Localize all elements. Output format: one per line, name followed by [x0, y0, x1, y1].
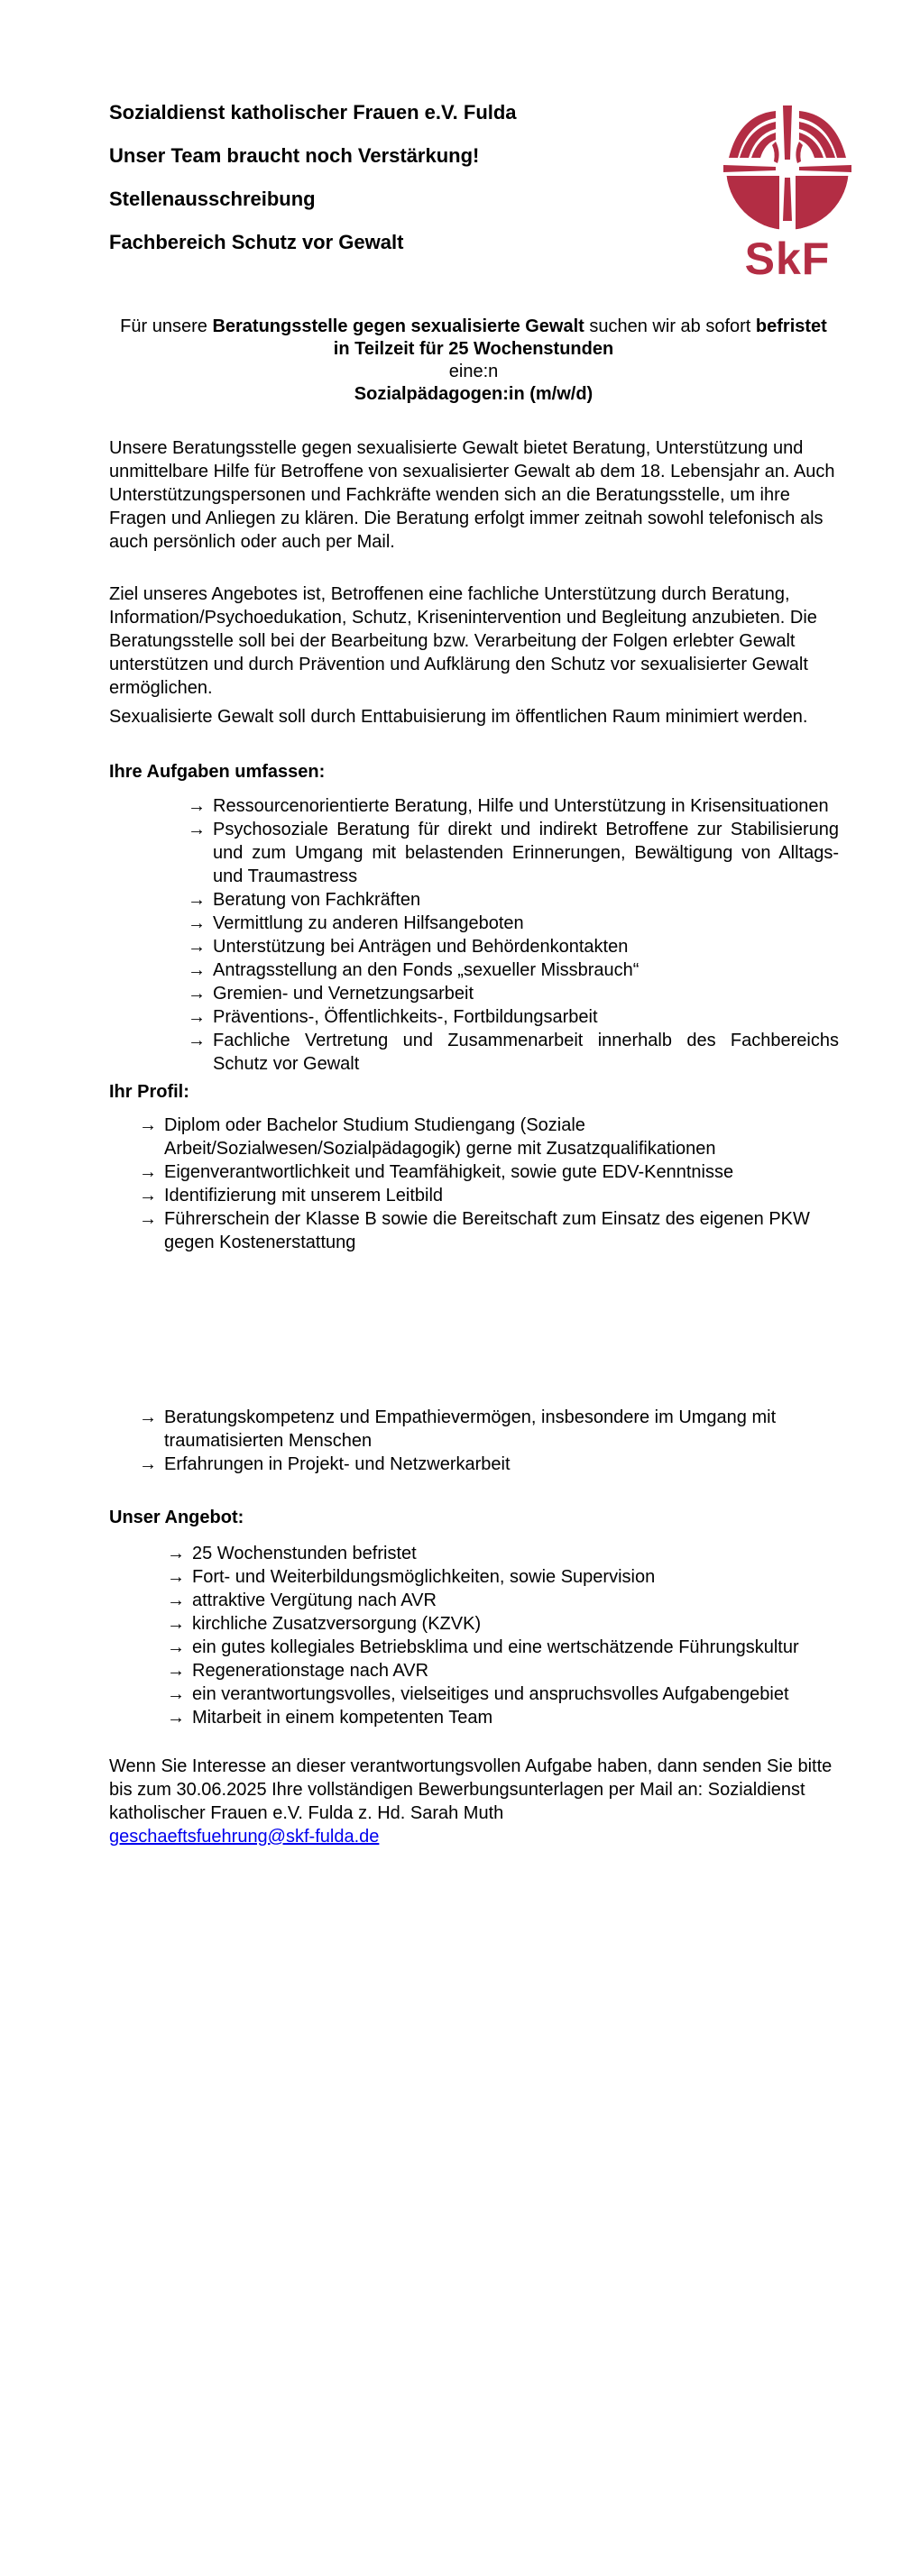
intro-bold-temporary: befristet [755, 316, 827, 336]
list-item: → kirchliche Zusatzversorgung (KZVK) [167, 1614, 482, 1634]
paragraph-description: Unsere Beratungsstelle gegen sexualisierte Gewalt bietet Beratung, Unterstützung und unmittelbare Hilfe für Betroffene von sexualisierter Gewalt ab dem 18. Lebensjahr an. Auch Unterstützungspersonen und Fachkräfte wenden sich an die Beratungsstelle, um ihre Fragen und Anliegen zu klären. Die Beratung erfolgt immer zeitnah sowohl telefonisch als auch persönlich oder auch per Mail. [109, 438, 835, 552]
profile-list [139, 1114, 839, 1254]
list-item: → Erfahrungen in Projekt- und Netzwerkarbeit [139, 1454, 511, 1474]
logo-wordmark: SkF [744, 234, 831, 284]
header [109, 101, 668, 274]
list-item: → Beratung von Fachkräften [188, 890, 421, 910]
offer-list [167, 1542, 839, 1729]
skf-logo [722, 105, 853, 284]
organization-name: Sozialdienst katholischer Frauen e.V. Fulda [109, 101, 517, 124]
job-title [109, 383, 838, 406]
list-item: → ein gutes kollegiales Betriebsklima und eine wertschätzende Führungskultur [167, 1637, 799, 1657]
arrow-icon: → [139, 1209, 157, 1229]
logo-cross-emblem-icon [722, 105, 853, 232]
arrow-icon: → [139, 1162, 157, 1182]
list-item: → Mitarbeit in einem kompetenten Team [167, 1708, 493, 1728]
document-type: Stellenausschreibung [109, 188, 316, 210]
arrow-icon: → [167, 1591, 185, 1610]
list-item: → Fort- und Weiterbildungsmöglichkeiten, sowie Supervision [167, 1567, 656, 1587]
list-item: → Vermittlung zu anderen Hilfsangeboten [188, 913, 524, 933]
arrow-icon: → [188, 984, 206, 1004]
arrow-icon: → [167, 1684, 185, 1704]
arrow-icon: → [139, 1407, 157, 1427]
section-title-tasks: Ihre Aufgaben umfassen: [109, 762, 326, 782]
list-item: → Ressourcenorientierte Beratung, Hilfe und Unterstützung in Krisensituationen [188, 796, 829, 816]
closing-paragraph: Wenn Sie Interesse an dieser verantwortungsvollen Aufgabe haben, dann senden Sie bitte bis zum 30.06.2025 Ihre vollständigen Bewerbungsunterlagen per Mail an: Sozialdienst katholischer Frauen e.V. Fulda z. Hd. Sarah Muth [109, 1756, 833, 1823]
intro-line-1 [109, 316, 838, 338]
department: Fachbereich Schutz vor Gewalt [109, 231, 404, 253]
job-title-text: Sozialpädagogen:in (m/w/d) [354, 384, 594, 404]
arrow-icon: → [167, 1544, 185, 1563]
section-title-offer: Unser Angebot: [109, 1508, 244, 1527]
arrow-icon: → [188, 1007, 206, 1027]
arrow-icon: → [188, 913, 206, 933]
list-item: → 25 Wochenstunden befristet [167, 1544, 417, 1563]
arrow-icon: → [188, 960, 206, 980]
arrow-icon: → [188, 937, 206, 957]
list-item: → Identifizierung mit unserem Leitbild [139, 1186, 444, 1205]
list-item: → Psychosoziale Beratung für direkt und indirekt Betroffene zur Stabilisierung und zum Umgang mit belastenden Erinnerungen, Bewältigung von Alltags- und Traumastress [188, 820, 839, 886]
arrow-icon: → [167, 1708, 185, 1728]
list-item: → Regenerationstage nach AVR [167, 1661, 429, 1681]
arrow-icon: → [167, 1614, 185, 1634]
list-item: → Diplom oder Bachelor Studium Studiengang (Soziale Arbeit/Sozialwesen/Sozialpädagogik) gerne mit Zusatzqualifikationen [139, 1115, 716, 1159]
list-item: → ein verantwortungsvolles, vielseitiges und anspruchsvolles Aufgabengebiet [167, 1684, 789, 1704]
list-item: → Unterstützung bei Anträgen und Behördenkontakten [188, 937, 629, 957]
arrow-icon: → [188, 796, 206, 816]
headline: Unser Team braucht noch Verstärkung! [109, 144, 480, 167]
list-item: → attraktive Vergütung nach AVR [167, 1591, 437, 1610]
profile-list-continued [139, 1406, 839, 1476]
intro-bold-service: Beratungsstelle gegen sexualisierte Gewalt [212, 316, 584, 336]
arrow-icon: → [188, 820, 206, 839]
list-item: → Fachliche Vertretung und Zusammenarbeit innerhalb des Fachbereichs Schutz vor Gewalt [188, 1031, 839, 1074]
paragraph-detabooing: Sexualisierte Gewalt soll durch Enttabuisierung im öffentlichen Raum minimiert werden. [109, 707, 808, 727]
intro-line-3: eine:n [448, 362, 499, 381]
intro-text: suchen wir ab sofort [584, 316, 756, 336]
arrow-icon: → [167, 1661, 185, 1681]
list-item: → Antragsstellung an den Fonds „sexueller Missbrauch“ [188, 960, 640, 980]
arrow-icon: → [139, 1454, 157, 1474]
arrow-icon: → [139, 1115, 157, 1135]
arrow-icon: → [139, 1186, 157, 1205]
arrow-icon: → [188, 890, 206, 910]
intro-bold-hours: in Teilzeit für 25 Wochenstunden [333, 339, 614, 359]
list-item: → Präventions-, Öffentlichkeits-, Fortbildungsarbeit [188, 1007, 598, 1027]
list-item: → Gremien- und Vernetzungsarbeit [188, 984, 474, 1004]
email-link[interactable]: geschaeftsfuehrung@skf-fulda.de [109, 1827, 380, 1847]
list-item: → Führerschein der Klasse B sowie die Bereitschaft zum Einsatz des eigenen PKW gegen Kostenerstattung [139, 1209, 810, 1252]
intro-block [109, 316, 838, 406]
intro-line-2 [109, 338, 838, 361]
intro-text: Für unsere [120, 316, 213, 336]
arrow-icon: → [167, 1637, 185, 1657]
list-item: → Eigenverantwortlichkeit und Teamfähigkeit, sowie gute EDV-Kenntnisse [139, 1162, 734, 1182]
paragraph-goals: Ziel unseres Angebotes ist, Betroffenen eine fachliche Unterstützung durch Beratung, Information/Psychoedukation, Schutz, Krisenintervention und Begleitung anzubieten. Die Beratungsstelle soll bei der Bearbeitung bzw. Verarbeitung der Folgen erlebter Gewalt unterstützen und durch Prävention und Aufklärung den Schutz vor sexualisierter Gewalt ermöglichen. [109, 584, 817, 698]
tasks-list [188, 794, 839, 1076]
arrow-icon: → [167, 1567, 185, 1587]
section-title-profile: Ihr Profil: [109, 1082, 189, 1102]
arrow-icon: → [188, 1031, 206, 1050]
list-item: → Beratungskompetenz und Empathievermögen, insbesondere im Umgang mit traumatisierten Menschen [139, 1407, 777, 1451]
